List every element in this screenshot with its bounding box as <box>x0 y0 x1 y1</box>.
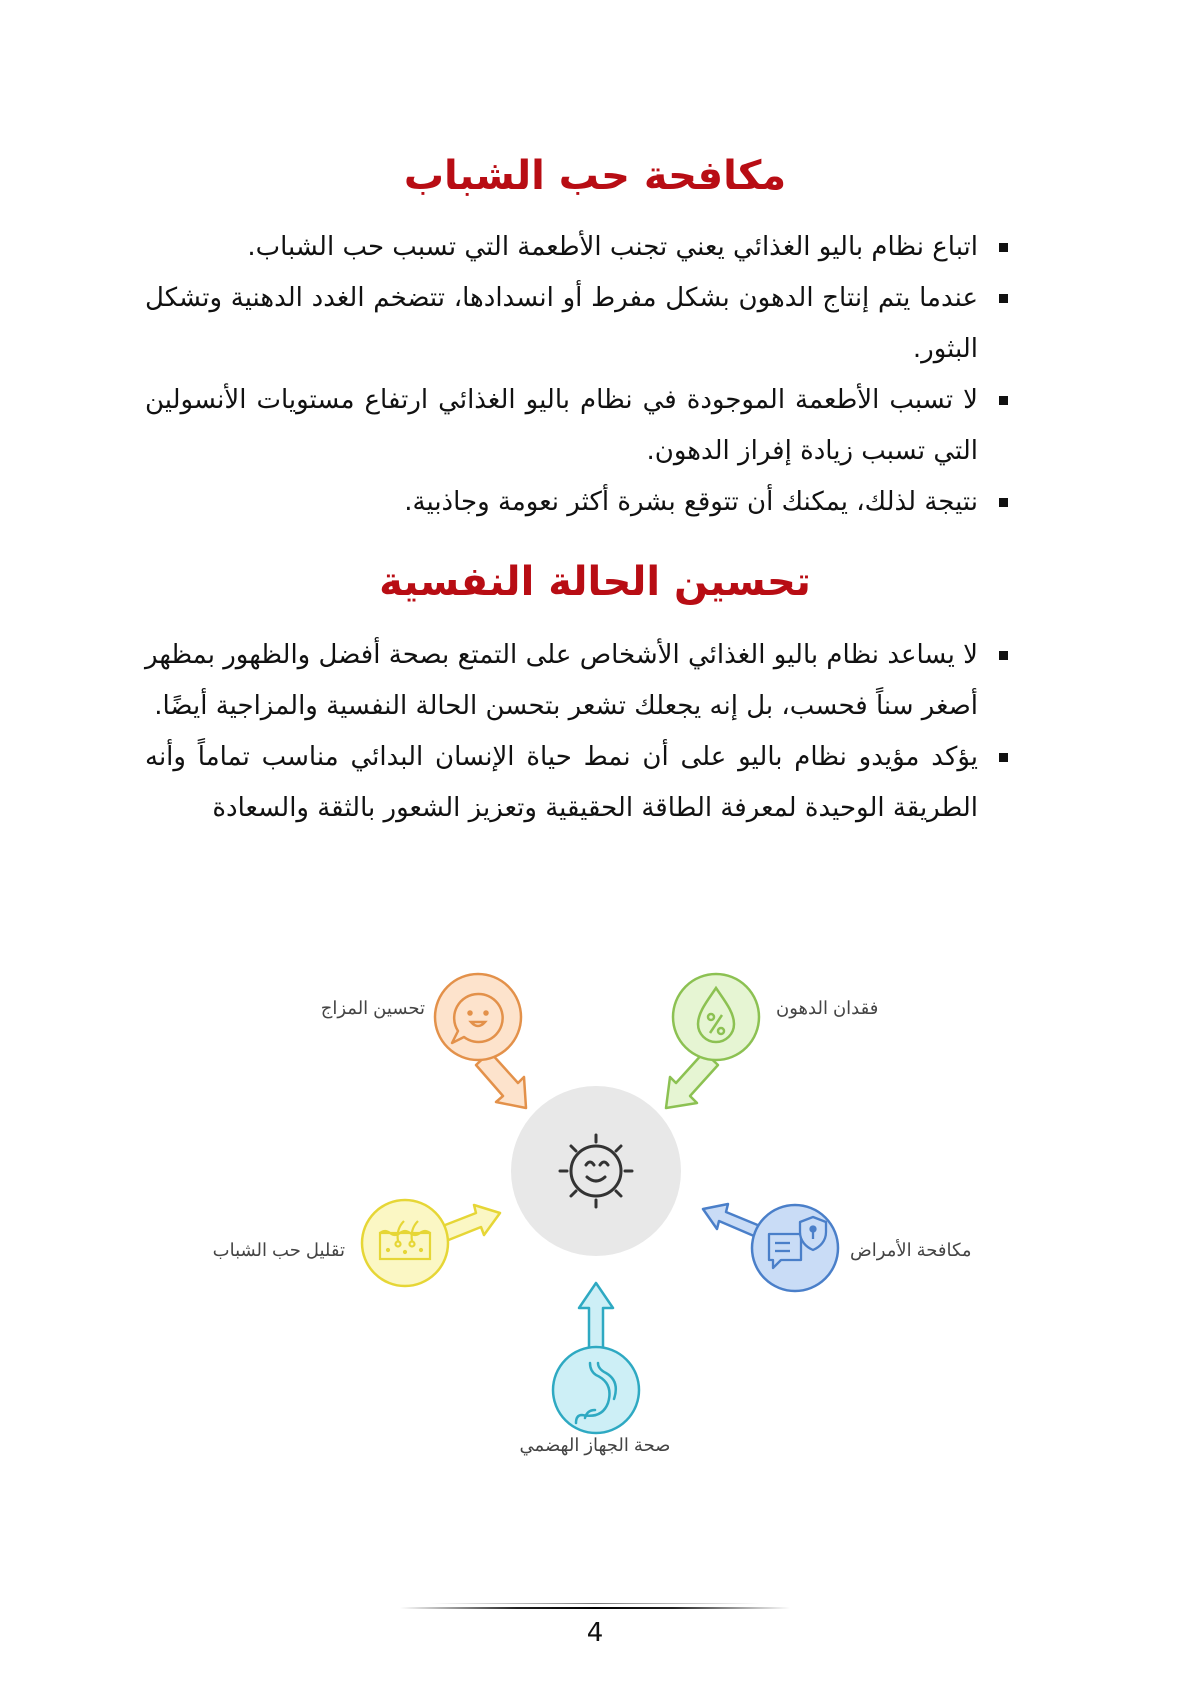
square-bullet-icon <box>999 243 1008 252</box>
center-node <box>511 1086 681 1256</box>
bullet-text: يؤكد مؤيدو نظام باليو على أن نمط حياة الإنسان البدائي مناسب تماماً وأنه الطريقة الوحيدة لمعرفة الطاقة الحقيقية وتعزيز الشعور بالثقة والسعادة <box>145 742 978 823</box>
square-bullet-icon <box>999 498 1008 507</box>
bullet-text: عندما يتم إنتاج الدهون بشكل مفرط أو انسدادها، تتضخم الغدد الدهنية وتشكل البثور. <box>145 283 978 364</box>
bullet-text: نتيجة لذلك، يمكنك أن تتوقع بشرة أكثر نعومة وجاذبية. <box>404 487 978 517</box>
acne-node <box>362 1200 500 1286</box>
section-heading-acne: مكافحة حب الشباب <box>403 153 787 199</box>
benefits-diagram <box>0 900 1190 1500</box>
square-bullet-icon <box>999 651 1008 660</box>
footer-divider <box>400 1607 790 1609</box>
fat-loss-label: فقدان الدهون <box>776 998 879 1018</box>
mood-label: تحسين المزاج <box>320 998 425 1018</box>
square-bullet-icon <box>999 396 1008 405</box>
mental-state-bullet-list <box>145 630 1015 834</box>
acne-bullet-list <box>145 222 1015 528</box>
list-item <box>145 375 1015 477</box>
list-item <box>145 630 1015 732</box>
list-item <box>145 273 1015 375</box>
fat-loss-node <box>666 974 759 1108</box>
footer-divider-top <box>430 1603 760 1604</box>
bullet-text: لا تسبب الأطعمة الموجودة في نظام باليو الغذائي ارتفاع مستويات الأنسولين التي تسبب زيادة إفراز الدهون. <box>145 385 978 466</box>
list-item <box>145 222 1015 273</box>
disease-fighting-label: مكافحة الأمراض <box>850 1240 972 1260</box>
square-bullet-icon <box>999 753 1008 762</box>
bullet-text: لا يساعد نظام باليو الغذائي الأشخاص على التمتع بصحة أفضل والظهور بمظهر أصغر سناً فحسب، بل إنه يجعلك تشعر بتحسن الحالة النفسية والمزاجية أيضًا. <box>145 640 978 721</box>
list-item <box>145 732 1015 834</box>
square-bullet-icon <box>999 294 1008 303</box>
acne-reduction-label: تقليل حب الشباب <box>212 1240 345 1260</box>
digestion-node <box>553 1283 639 1433</box>
digestive-health-label: صحة الجهاز الهضمي <box>519 1435 671 1455</box>
mood-node <box>435 974 526 1108</box>
list-item <box>145 477 1015 528</box>
page-number: 4 <box>586 1618 604 1648</box>
bullet-text: اتباع نظام باليو الغذائي يعني تجنب الأطعمة التي تسبب حب الشباب. <box>247 232 978 262</box>
section-heading-mental-state: تحسين الحالة النفسية <box>379 559 811 605</box>
diagram-graphics <box>0 900 1190 1500</box>
disease-fighting-node <box>703 1204 838 1291</box>
